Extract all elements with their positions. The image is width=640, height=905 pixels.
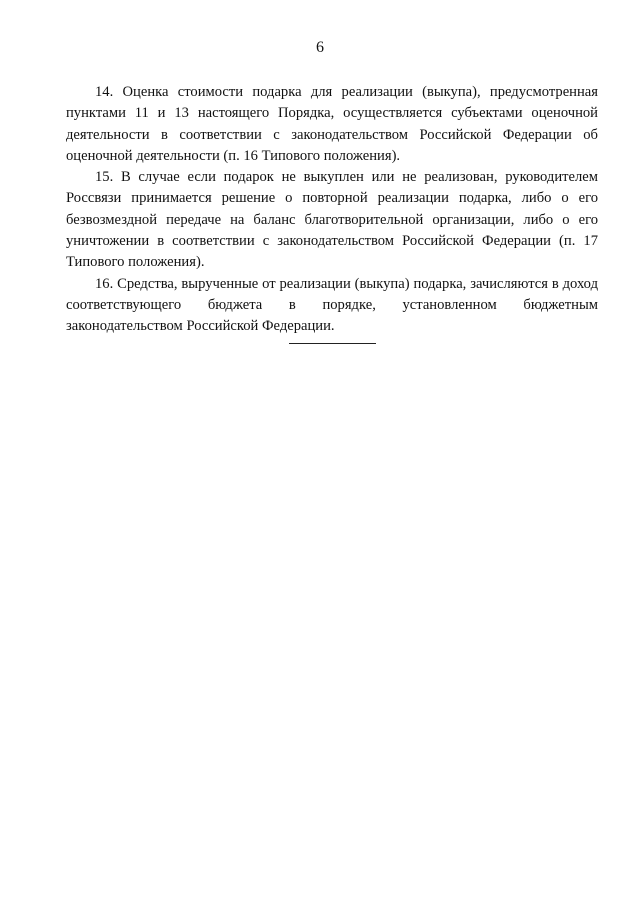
paragraph-14: 14. Оценка стоимости подарка для реализации (выкупа), предусмотренная пунктами 11 и 13 настоящего Порядка, осуществляется субъектами оценочной деятельности в соответствии с законодательством Российской Федерации об оценочной деятельности (п. 16 Типового положения). [66,84,598,164]
document-body [66,82,598,338]
paragraph-16: 16. Средства, вырученные от реализации (выкупа) подарка, зачисляются в доход соответствующего бюджета в порядке, установленном бюджетным законодательством Российской Федерации. [66,275,598,335]
end-divider-line [289,343,376,344]
page-number: 6 [316,39,324,56]
paragraph-15: 15. В случае если подарок не выкуплен или не реализован, руководителем Россвязи принимается решение о повторной реализации подарка, либо о его безвозмездной передаче на баланс благотворительной организации, либо о его уничтожении в соответствии с законодательством Российской Федерации (п. 17 Типового положения). [66,169,598,271]
